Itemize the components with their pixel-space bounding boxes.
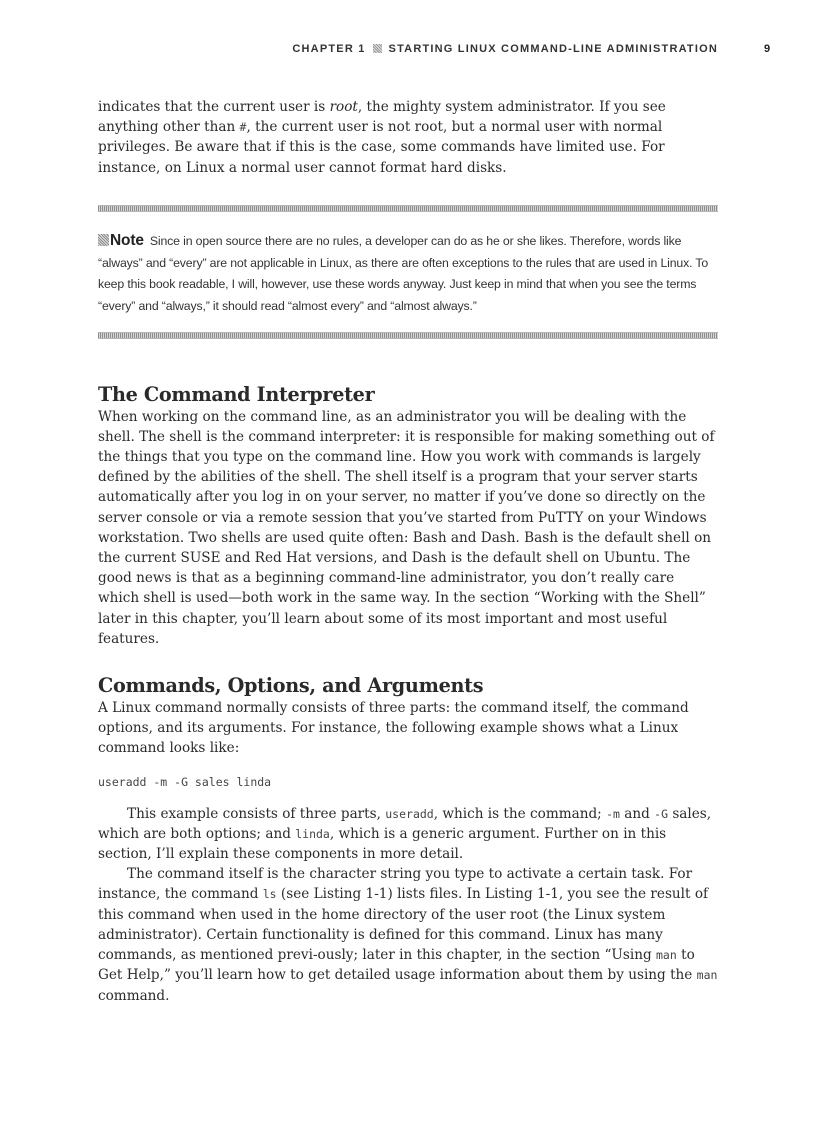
intro-text-1: indicates that the current user is [98,99,330,115]
args-paragraph-2 [98,804,718,865]
p3-text-2: (see Listing 1-1) lists files. In Listing 1-1, you see the result of this command when used in the home directory of the user root (the Linux system administrator). Certain functionality is defined for this command. Linux has many commands, as mentioned previ-ously; later in this chapter, in the section “Using [98,886,709,964]
header-chapter-title: STARTING LINUX COMMAND-LINE ADMINISTRATION [388,43,718,55]
p2-text-1: This example consists of three parts, [127,805,386,822]
p3-text-4: command. [98,987,170,1004]
header-title-line [292,43,718,55]
note-bottom-rule [98,332,718,339]
intro-hash-code: # [239,120,247,135]
intro-root-emphasis: root [329,99,358,115]
interpreter-paragraph: When working on the command line, as an administrator you will be dealing with the shell. The shell is the command interpreter: it is responsible for making something out of the things that you type on the command line. How you work with commands is largely defined by the abilities of the shell. The shell itself is a program that your server starts automatically after you log in on your server, no matter if you’ve done so directly on the server console or via a remote session that you’ve started from PuTTY on your Windows workstation. Two shells are used quite often: Bash and Dash. Bash is the default shell on the current SUSE and Red Hat versions, and Dash is the default shell on Ubuntu. The good news is that as a beginning command-line administrator, you don’t really care which shell is used—both work in the same way. In the section “Working with the Shell” later in this chapter, you’ll learn about some of its most important and most useful features. [98,408,715,647]
note-marker-icon [98,234,109,246]
p3-code-man: man [656,948,677,963]
p2-text-3: and [619,805,655,822]
running-header [0,41,816,61]
intro-text-2: , the mighty system administrator. If you see anything other than [98,99,666,136]
page-number: 9 [764,43,771,55]
heading-command-interpreter: The Command Interpreter [98,382,375,406]
header-separator-icon [373,44,382,53]
note-box [98,205,718,339]
p3-text-1: The command itself is the character string you type to activate a certain task. For instance, the command [98,866,693,903]
p3-text-3: to Get Help,” you’ll learn how to get detailed usage information about them by using the [98,947,697,984]
p2-text-4: sales, which are both options; and [98,805,712,842]
p2-text-2: , which is the command; [433,805,607,822]
p2-code-m: -m [606,806,620,821]
page-content [98,97,718,1006]
p2-text-5: , which is a generic argument. Further on in this section, I’ll explain these components in more detail. [98,825,667,863]
p3-code-man-2: man [696,968,718,983]
p3-code-ls: ls [262,887,277,902]
intro-text-3: , the current user is not root, but a normal user with normal privileges. Be aware that if this is the case, some commands have limited use. For instance, on Linux a normal user cannot format hard disks. [98,119,665,176]
args-paragraph-3 [98,864,718,1005]
note-label: Note [110,231,144,249]
note-body [98,212,718,332]
header-chapter: CHAPTER 1 [292,43,366,55]
note-text: Since in open source there are no rules, a developer can do as he or she likes. Therefore, words like “always” and “every” are not applicable in Linux, as there are often exceptions to the rules that are used in Linux. To keep this book readable, I will, however, use these words anyway. Just keep in mind that when you see the terms “every” and “always,” it should read “almost every” and “almost always.” [98,233,709,313]
code-example: useradd -m -G sales linda [98,774,272,789]
intro-paragraph [98,97,718,178]
heading-commands-options-arguments: Commands, Options, and Arguments [98,674,484,698]
note-top-rule [98,205,718,212]
p2-code-useradd: useradd [385,806,434,821]
args-paragraph-1: A Linux command normally consists of three parts: the command itself, the command options, and its arguments. For instance, the following example shows what a Linux command looks like: [98,700,689,757]
p2-code-G: -G [654,806,668,821]
p2-code-linda: linda [295,826,330,841]
